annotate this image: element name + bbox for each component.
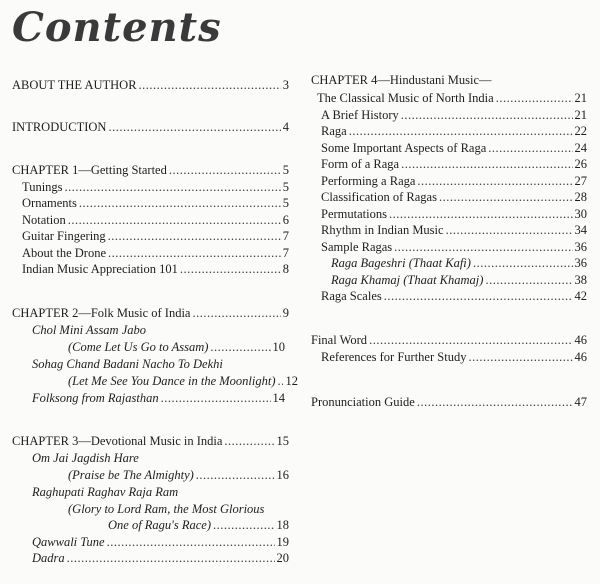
toc-entry-rhythm[interactable]: Rhythm in Indian Music ..... 34 — [321, 223, 587, 237]
toc-entry-guitar-fingering[interactable]: Guitar Fingering ..... 7 — [22, 229, 289, 243]
toc-entry-raga-khamaj[interactable]: Raga Khamaj (Thaat Khamaj) ..... 38 — [331, 273, 587, 287]
toc-entry-dadra[interactable]: Dadra ..... 20 — [32, 551, 289, 565]
toc-entry-chapter-3[interactable]: CHAPTER 3—Devotional Music in India ..... 15 — [12, 434, 289, 448]
toc-entry-aspects-raga[interactable]: Some Important Aspects of Raga ..... 24 — [321, 141, 587, 155]
page-title: Contents — [12, 4, 222, 51]
toc-entry-ornaments[interactable]: Ornaments ..... 5 — [22, 196, 289, 210]
toc-entry-sample-ragas[interactable]: Sample Ragas ..... 36 — [321, 240, 587, 254]
toc-entry-chapter-4-title: CHAPTER 4—Hindustani Music— — [311, 73, 492, 87]
toc-entry-tunings[interactable]: Tunings ..... 5 — [22, 180, 289, 194]
toc-entry-raga-bageshri[interactable]: Raga Bageshri (Thaat Kafi) ..... 36 — [331, 256, 587, 270]
toc-entry-pronunciation-guide[interactable]: Pronunciation Guide ..... 47 — [311, 395, 587, 409]
toc-entry-chol-mini[interactable]: (Come Let Us Go to Assam) ..... 10 — [68, 340, 285, 354]
toc-entry-om-jai[interactable]: (Praise be The Almighty) ..... 16 — [68, 468, 289, 482]
toc-entry-notation[interactable]: Notation ..... 6 — [22, 213, 289, 227]
toc-entry-brief-history[interactable]: A Brief History ..... 21 — [321, 108, 587, 122]
toc-entry-introduction[interactable]: INTRODUCTION ..... 4 — [12, 120, 289, 134]
toc-entry-raga-scales[interactable]: Raga Scales ..... 42 — [321, 289, 587, 303]
toc-entry-om-jai-title: Om Jai Jagdish Hare — [32, 451, 139, 465]
toc-entry-qawwali[interactable]: Qawwali Tune ..... 19 — [32, 535, 289, 549]
toc-entry-about-author[interactable]: ABOUT THE AUTHOR ..... 3 — [12, 78, 289, 92]
toc-entry-raghupati-subtitle: (Glory to Lord Ram, the Most Glorious — [68, 502, 265, 516]
toc-entry-permutations[interactable]: Permutations ..... 30 — [321, 207, 587, 221]
toc-entry-raga[interactable]: Raga ..... 22 — [321, 124, 587, 138]
toc-entry-classification-ragas[interactable]: Classification of Ragas ..... 28 — [321, 190, 587, 204]
toc-entry-chapter-1[interactable]: CHAPTER 1—Getting Started ..... 5 — [12, 163, 289, 177]
toc-entry-chapter-4[interactable]: The Classical Music of North India ..... 21 — [317, 91, 587, 105]
toc-entry-final-word[interactable]: Final Word ..... 46 — [311, 333, 587, 347]
toc-entry-form-raga[interactable]: Form of a Raga ..... 26 — [321, 157, 587, 171]
toc-entry-performing-raga[interactable]: Performing a Raga ..... 27 — [321, 174, 587, 188]
toc-entry-about-drone[interactable]: About the Drone ..... 7 — [22, 246, 289, 260]
toc-entry-sohag-chand[interactable]: (Let Me See You Dance in the Moonlight) ..... 12 — [68, 374, 285, 388]
toc-entry-chapter-2[interactable]: CHAPTER 2—Folk Music of India ..... 9 — [12, 306, 289, 320]
toc-entry-references[interactable]: References for Further Study ..... 46 — [321, 350, 587, 364]
toc-entry-chol-mini-title: Chol Mini Assam Jabo — [32, 323, 147, 337]
toc-entry-sohag-chand-title: Sohag Chand Badani Nacho To Dekhi — [32, 357, 223, 371]
toc-entry-folksong-rajasthan[interactable]: Folksong from Rajasthan ..... 14 — [32, 391, 285, 405]
toc-entry-music-appreciation[interactable]: Indian Music Appreciation 101 ..... 8 — [22, 262, 289, 276]
toc-entry-raghupati-title: Raghupati Raghav Raja Ram — [32, 485, 179, 499]
toc-entry-raghupati[interactable]: One of Ragu's Race) ..... 18 — [108, 518, 289, 532]
